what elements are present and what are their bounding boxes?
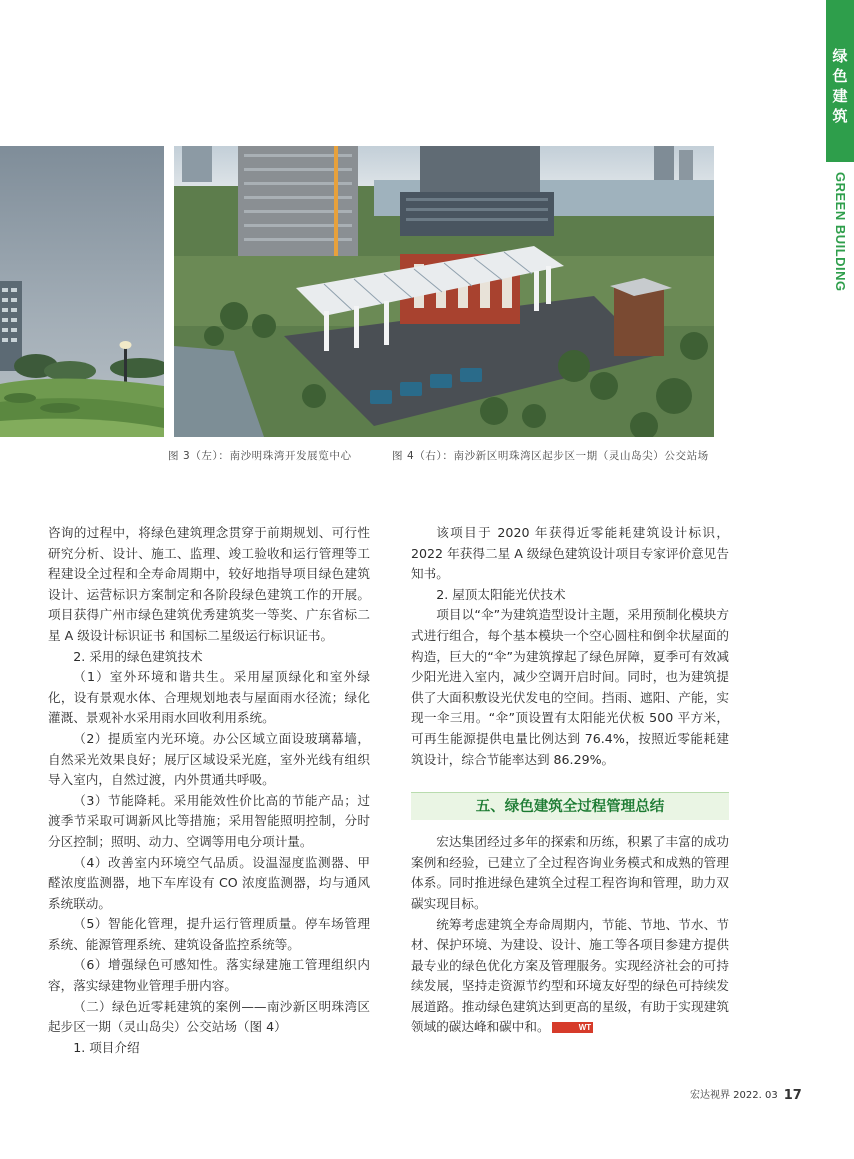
list-item: （5）智能化管理，提升运行管理质量。停车场管理系统、能源管理系统、建筑设备监控系统等。 (48, 916, 370, 952)
side-tab-char: 建 (832, 87, 848, 105)
end-mark: WT (552, 1022, 594, 1033)
paragraph: 宏达集团经过多年的探索和历练，积累了丰富的成功案例和经验，已建立了全过程咨询业务模式和成熟的管理体系。同时推进绿色建筑全过程工程咨询和管理，助力双碳实现目标。 (411, 834, 729, 911)
list-item: （2）提质室内光环境。办公区域立面设玻璃幕墙，自然采光效果良好；展厅区域设采光庭，室外光线有组织导入室内，自然过渡，内外贯通共呼吸。 (48, 730, 370, 788)
subheading: （二）绿色近零耗建筑的案例——南沙新区明珠湾区起步区一期（灵山岛尖）公交站场（图 4） (48, 998, 370, 1035)
exhibition-center-photo (0, 146, 164, 437)
section-title: 五、绿色建筑全过程管理总结 (475, 799, 665, 816)
page-number: 17 (783, 1088, 802, 1103)
section-side-tab (826, 0, 854, 300)
caption-figure-3: 图 3（左）：南沙明珠湾开发展览中心 (168, 450, 352, 462)
list-item: （3）节能降耗。采用能效性价比高的节能产品；过渡季节采取可调新风比等措施；采用智能照明控制，分时分区控制；照明、动力、空调等用电分项计量。 (48, 792, 370, 849)
caption-figure-4: 图 4（右）：南沙新区明珠湾区起步区一期（灵山岛尖）公交站场 (392, 450, 709, 462)
page-footer (690, 1086, 802, 1103)
side-tab-english (826, 170, 854, 295)
side-tab-char: 筑 (832, 107, 848, 125)
list-item: （4）改善室内环境空气品质。设温湿度监测器、甲醛浓度监测器，地下车库设有 CO 浓度监测器，均与通风系统联动。 (48, 854, 370, 911)
left-text-column (48, 523, 370, 1058)
side-tab-english-label: GREEN BUILDING (833, 172, 848, 292)
side-tab-char: 绿 (832, 47, 848, 65)
section-heading (411, 792, 729, 820)
side-tab-char: 色 (832, 67, 848, 85)
paragraph (411, 915, 729, 1039)
list-item: （1）室外环境和谐共生。采用屋顶绿化和室外绿化，设有景观水体、合理规划地表与屋面雨水径流；绿化灌溉、景观补水采用雨水回收利用系统。 (48, 669, 370, 726)
exhibition-center-illustration (0, 146, 164, 437)
paragraph-text: 统筹考虑建筑全寿命周期内，节能、节地、节水、节材、保护环境、为建设、设计、施工等各项目参建方提供最专业的绿色优化方案及管理服务。实现经济社会的可持续发展，坚持走资源节约型和环境友好型的绿色可持续发展道路。推动绿色建筑达到更高的星级，有助于实现建筑领域的碳达峰和碳中和。 (411, 916, 729, 1035)
side-tab-chinese (826, 0, 854, 162)
bus-station-illustration (174, 146, 714, 437)
subheading: 2. 采用的绿色建筑技术 (73, 648, 203, 664)
bus-station-photo (174, 146, 714, 437)
paragraph: 咨询的过程中，将绿色建筑理念贯穿于前期规划、可行性研究分析、设计、施工、监理、竣工验收和运行管理等工程建设全过程和全寿命周期中，较好地指导项目绿色建筑设计、运营标识方案制定和各阶段绿色建筑工作的开展。项目获得广州市绿色建筑优秀建筑奖一等奖、广东省标二星 A 级设计标识证书 和国标二星级运行标识证书。 (48, 525, 370, 643)
paragraph: 项目以“伞”为建筑造型设计主题，采用预制化模块方式进行组合，每个基本模块一个空心圆柱和倒伞状屋面的构造，巨大的“伞”为建筑撑起了绿色屏障，夏季可有效减少阳光进入室内，减少空调开启时间。同时，也为建筑提供了大面积敷设光伏发电的空间。挡雨、遮阳、产能，实现一伞三用。“伞”顶设置有太阳能光伏板 500 平方米，可再生能源提供电量比例达到 76.4%，按照近零能耗建筑设计，综合节能率达到 86.29%。 (411, 607, 729, 767)
subheading: 1. 项目介绍 (73, 1039, 140, 1055)
paragraph: 该项目于 2020 年获得近零能耗建筑设计标识，2022 年获得二星 A 级绿色建筑设计项目专家评价意见告知书。 (411, 525, 729, 582)
subheading: 2. 屋顶太阳能光伏技术 (436, 586, 566, 602)
publication-name: 宏达视界 2022. 03 (690, 1090, 778, 1101)
right-text-column (411, 523, 729, 1038)
list-item: （6）增强绿色可感知性。落实绿建施工管理组织内容，落实绿建物业管理手册内容。 (48, 957, 370, 994)
